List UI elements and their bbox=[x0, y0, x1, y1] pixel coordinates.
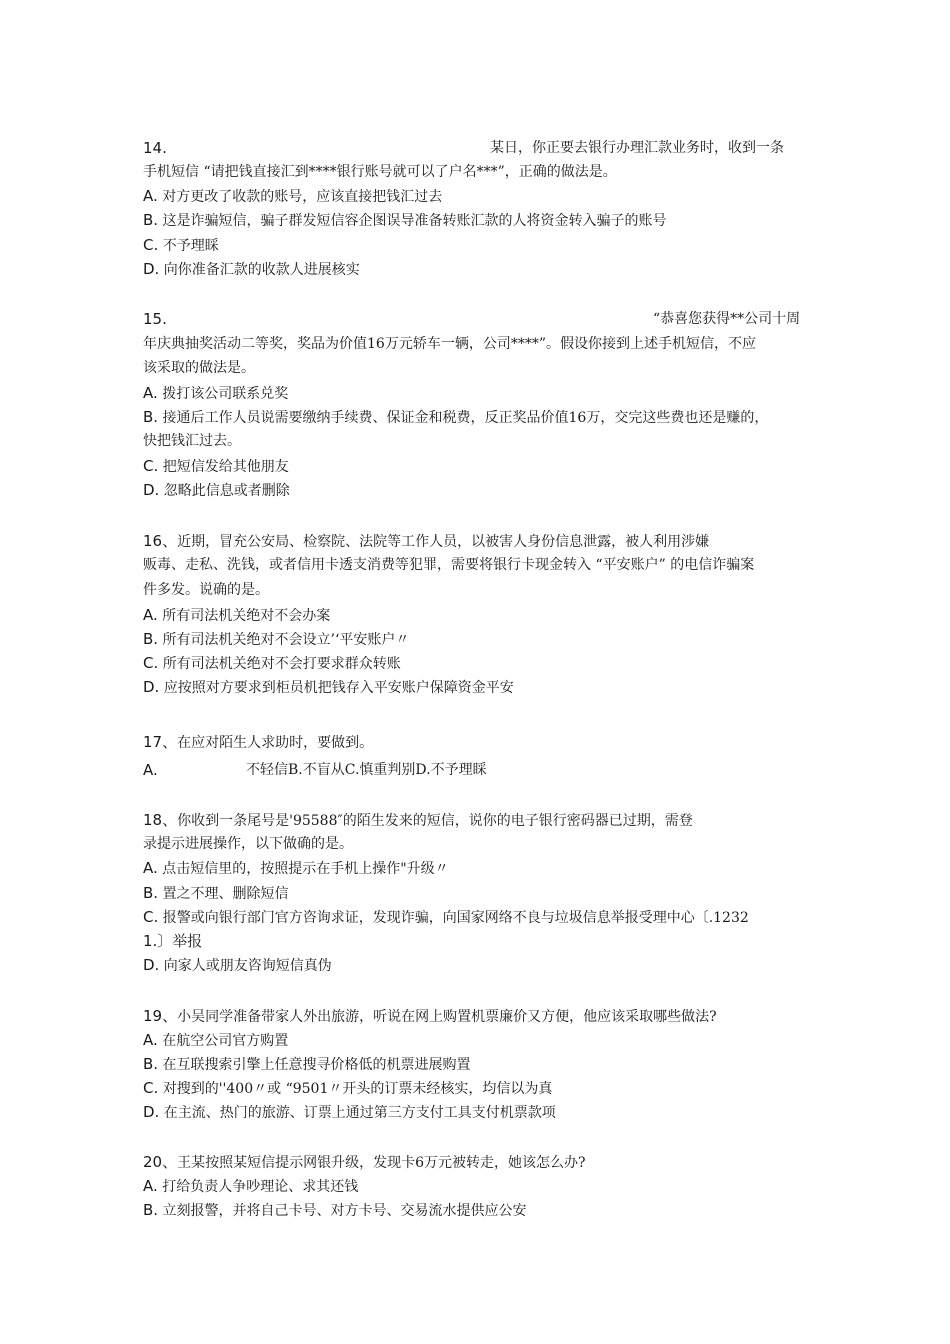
option-c: C. 对搜到的''400〃或 “9501〃开头的订票未经核实，均信以为真 bbox=[143, 1079, 553, 1097]
option-d: D. 向家人或朋友咨询短信真伪 bbox=[143, 956, 332, 974]
question-stem: 小吴同学准备带家人外出旅游，听说在网上购置机票廉价又方便，他应该采取哪些做法? bbox=[177, 1009, 717, 1025]
option-b: B. 立刻报警，并将自己卡号、对方卡号、交易流水提供应公安 bbox=[143, 1201, 527, 1219]
question-15-header bbox=[143, 309, 813, 330]
option-c: C. 所有司法机关绝对不会打要求群众转账 bbox=[143, 654, 401, 672]
option-letter: A. bbox=[143, 761, 158, 779]
question-number: 18、 bbox=[143, 811, 178, 829]
option-b: B. 接通后工作人员说需要缴纳手续费、保证金和税费，反正奖品价值16万，交完这些费也还是赚的， bbox=[143, 408, 769, 426]
question-stem: 贩毒、走私、洗钱，或者信用卡透支消费等犯罪，需要将银行卡现金转入 “平安账户” 的电信诈骗案 bbox=[143, 557, 755, 573]
question-stem: 该采取的做法是。 bbox=[143, 360, 255, 376]
option-c: C. 把短信发给其他朋友 bbox=[143, 457, 289, 475]
option-a: A. 在航空公司官方购置 bbox=[143, 1031, 289, 1049]
option-a: A. 打给负责人争吵理论、求其还钱 bbox=[143, 1177, 359, 1195]
question-17-header bbox=[143, 732, 813, 753]
option-c: C. 不予理睬 bbox=[143, 236, 219, 254]
question-stem: 在应对陌生人求助时，要做到。 bbox=[177, 735, 374, 751]
option-b: B. 所有司法机关绝对不会设立’‘平安账户〃 bbox=[143, 630, 410, 648]
option-b: B. 这是诈骗短信，骗子群发短信容企图误导准备转账汇款的人将资金转入骗子的账号 bbox=[143, 211, 667, 229]
question-18-header bbox=[143, 810, 813, 831]
question-number: 16、 bbox=[143, 532, 178, 550]
question-number: 14. bbox=[143, 139, 167, 157]
question-stem: “恭喜您获得**公司十周 bbox=[653, 311, 801, 327]
question-stem: 年庆典抽奖活动二等奖，奖品为价值16万元轿车一辆，公司****”。假设你接到上述手机短信，不应 bbox=[143, 336, 756, 352]
option-b: B. 置之不理、删除短信 bbox=[143, 884, 289, 902]
option-line bbox=[143, 760, 813, 781]
option-d: D. 忽略此信息或者删除 bbox=[143, 481, 290, 499]
option-d: D. 向你准备汇款的收款人进展核实 bbox=[143, 260, 360, 278]
option-d: D. 在主流、热门的旅游、订票上通过第三方支付工具支付机票款项 bbox=[143, 1103, 556, 1121]
option-a: A. 对方更改了收款的账号，应该直接把钱汇过去 bbox=[143, 187, 443, 205]
question-number: 15. bbox=[143, 310, 167, 328]
option-a: A. 拨打该公司联系兑奖 bbox=[143, 384, 289, 402]
option-a: A. 点击短信里的，按照提示在手机上操作"升级〃 bbox=[143, 859, 449, 877]
question-stem: 近期，冒充公安局、检察院、法院等工作人员，以被害人身份信息泄露，被人利用涉嫌 bbox=[177, 534, 710, 550]
question-14-header bbox=[143, 138, 813, 159]
question-19-header bbox=[143, 1006, 813, 1027]
option-d: D. 应按照对方要求到柜员机把钱存入平安账户保障资金平安 bbox=[143, 678, 514, 696]
option-c-cont: 1.〕举报 bbox=[143, 932, 203, 950]
option-b: B. 在互联搜索引擎上任意搜寻价格低的机票进展购置 bbox=[143, 1055, 471, 1073]
option-text: 不轻信B.不盲从C.慎重判别D.不予理睬 bbox=[246, 762, 487, 778]
question-number: 17、 bbox=[143, 733, 178, 751]
question-number: 20、 bbox=[143, 1153, 178, 1171]
option-b-cont: 快把钱汇过去。 bbox=[143, 433, 241, 449]
question-16-header bbox=[143, 531, 813, 552]
question-stem: 王某按照某短信提示网银升级，发现卡6万元被转走，她该怎么办? bbox=[177, 1155, 586, 1171]
question-stem: 录提示进展操作，以下做确的是。 bbox=[143, 836, 353, 852]
question-stem: 手机短信 “请把钱直接汇到****银行账号就可以了户名***”，正确的做法是。 bbox=[143, 164, 617, 180]
option-a: A. 所有司法机关绝对不会办案 bbox=[143, 606, 331, 624]
question-number: 19、 bbox=[143, 1007, 178, 1025]
question-20-header bbox=[143, 1152, 813, 1173]
option-c: C. 报警或向银行部门官方咨询求证，发现诈骗，向国家网络不良与垃圾信息举报受理中心〔.1232 bbox=[143, 908, 749, 926]
question-stem: 某日，你正要去银行办理汇款业务时，收到一条 bbox=[490, 140, 784, 156]
question-stem: 件多发。说确的是。 bbox=[143, 582, 269, 598]
question-stem: 你收到一条尾号是'95588″的陌生发来的短信，说你的电子银行密码器已过期，需登 bbox=[177, 813, 693, 829]
